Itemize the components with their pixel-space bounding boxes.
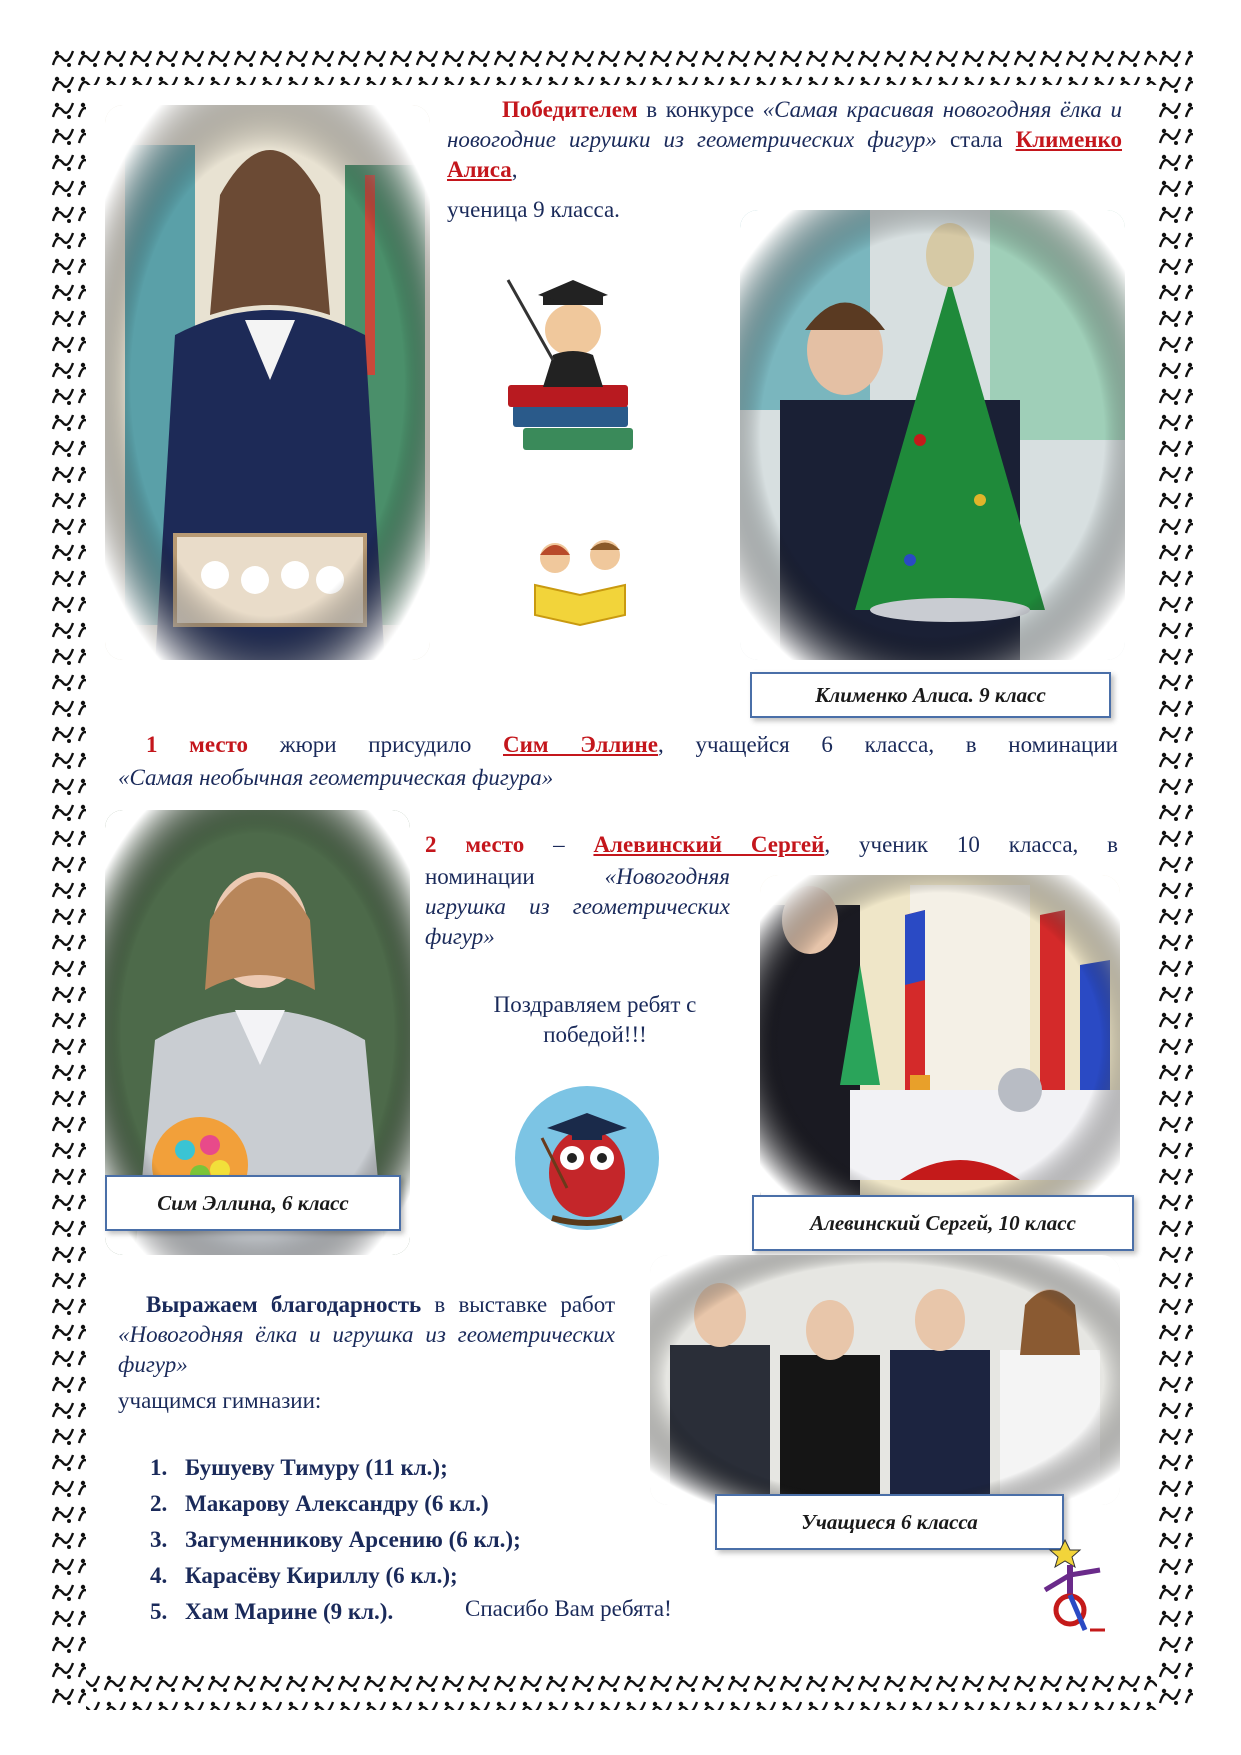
- list-item-name: Макарову Александру (6 кл.): [185, 1491, 489, 1516]
- caption-alevinsky: [752, 1195, 1134, 1251]
- closing-text: Спасибо Вам ребята!: [465, 1596, 672, 1621]
- list-item-num: 4.: [150, 1563, 168, 1588]
- winner-label: Победителем: [502, 97, 638, 122]
- intro-text-3: ученица 9 класса.: [447, 197, 620, 222]
- list-item: [150, 1558, 521, 1594]
- first-place-text-2: , учащейся 6 класса, в номинации: [658, 732, 1118, 757]
- list-item-num: 3.: [150, 1527, 168, 1552]
- first-place-text-1: жюри присудило: [279, 732, 472, 757]
- caption-sim: [105, 1175, 401, 1231]
- owl-graduate-icon: [512, 1078, 662, 1240]
- ornament-border-left: [50, 45, 86, 1710]
- second-place-label: 2 место: [425, 832, 525, 857]
- caption-class6-text: Учащиеся 6 класса: [801, 1509, 978, 1534]
- second-place-text-2: номинации: [425, 864, 535, 889]
- gratitude-exhibit: «Новогодняя ёлка и игрушка из геометрических фигур»: [118, 1322, 615, 1377]
- ornament-border-right: [1157, 45, 1193, 1710]
- second-place-name: Алевинский Сергей: [593, 832, 825, 857]
- intro-text-1: в конкурсе: [646, 97, 755, 122]
- caption-sim-text: Сим Эллина, 6 класс: [157, 1190, 349, 1215]
- ornament-border-top: [50, 45, 1193, 85]
- second-place-dash: –: [553, 832, 565, 857]
- list-item-num: 2.: [150, 1491, 168, 1516]
- gratitude-text-2: учащимся гимназии:: [118, 1388, 322, 1413]
- caption-klimenko-text: Клименко Алиса. 9 класс: [815, 682, 1046, 707]
- list-item: [150, 1450, 521, 1486]
- professor-on-books-icon: [498, 260, 648, 470]
- kids-reading-icon: [525, 530, 635, 630]
- photo-alevinsky: [760, 875, 1120, 1210]
- caption-class6: [715, 1494, 1064, 1550]
- contest-name: «Самая красивая новогодняя ёлка и новогодние игрушки из геометрических фигур»: [447, 97, 1122, 152]
- list-item-name: Карасёву Кириллу (6 кл.);: [185, 1563, 458, 1588]
- gratitude-text-1: в выставке работ: [434, 1292, 616, 1317]
- intro-text-2: стала: [949, 127, 1003, 152]
- photo-boy-with-tree: [740, 210, 1125, 660]
- caption-alevinsky-text: Алевинский Сергей, 10 класс: [810, 1210, 1076, 1235]
- winner-name: Клименко Алиса: [447, 127, 1122, 182]
- gratitude-label: Выражаем благодарность: [146, 1292, 422, 1317]
- list-item-name: Бушуеву Тимуру (11 кл.);: [185, 1455, 448, 1480]
- first-place-label: 1 место: [146, 732, 249, 757]
- first-place-name: Сим Эллине: [503, 732, 659, 757]
- list-item-name: Хам Марине (9 кл.).: [185, 1599, 394, 1624]
- list-item-name: Загуменникову Арсению (6 кл.);: [185, 1527, 521, 1552]
- ornament-border-bottom: [50, 1670, 1193, 1710]
- second-place-nomination: «Новогодняя игрушка из геометрических фигур»: [425, 864, 730, 949]
- congrats-text: Поздравляем ребят с победой!!!: [493, 992, 697, 1047]
- photo-girl-with-box: [105, 105, 430, 660]
- first-place-nomination: «Самая необычная геометрическая фигура»: [118, 765, 554, 790]
- photo-class6-students: [650, 1255, 1120, 1505]
- list-item-num: 1.: [150, 1455, 168, 1480]
- list-item-num: 5.: [150, 1599, 168, 1624]
- list-item: [150, 1486, 521, 1522]
- dancing-figure-icon: [1035, 1535, 1115, 1635]
- list-item: [150, 1522, 521, 1558]
- second-place-text-1: , ученик 10 класса, в: [824, 832, 1119, 857]
- caption-klimenko: [750, 672, 1111, 718]
